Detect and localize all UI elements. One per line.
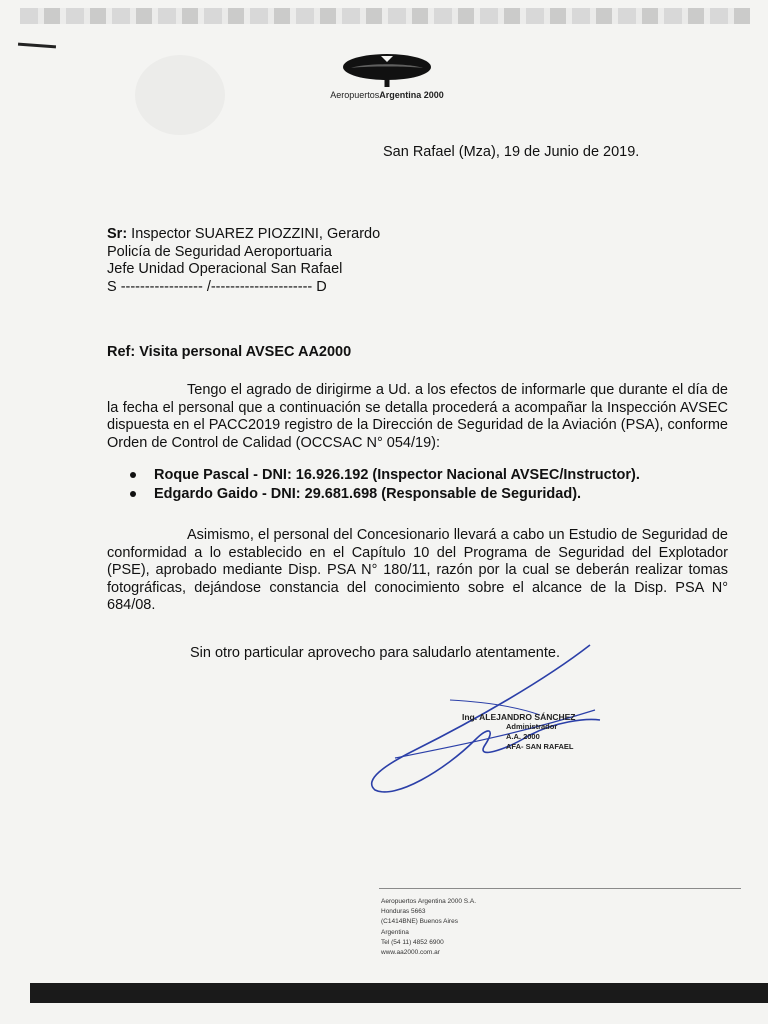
footer-city: (C1414BNE) Buenos Aires <box>381 918 458 926</box>
footer-street: Honduras 5663 <box>381 908 426 916</box>
faint-seal-watermark <box>135 55 225 135</box>
footer-phone: Tel (54 11) 4852 6900 <box>381 938 444 946</box>
footer-address <box>381 897 476 958</box>
recipient-line-4: S ----------------- /--------------------- D <box>107 278 327 295</box>
scan-bottom-bar <box>30 983 768 1003</box>
closing-line: Sin otro particular aprovecho para saludarlo atentamente. <box>190 645 560 661</box>
recipient-block <box>107 226 380 296</box>
signer-org: A.A. 2000 <box>506 732 540 741</box>
list-item: Edgardo Gaido - DNI: 29.681.698 (Responsable de Seguridad). <box>130 485 640 504</box>
signer-title: Administrador <box>506 722 558 731</box>
signer-unit: AFA- SAN RAFAEL <box>506 742 574 751</box>
footer-divider <box>379 888 741 889</box>
footer-web: www.aa2000.com.ar <box>381 949 440 957</box>
scan-top-strip <box>20 8 750 24</box>
recipient-line-2: Policía de Seguridad Aeroportuaria <box>107 243 332 260</box>
aa2000-logo-icon <box>341 52 433 88</box>
body-paragraph-2: Asimismo, el personal del Concesionario llevará a cabo un Estudio de Seguridad de conformidad a lo establecido en el Capítulo 10 del Programa de Seguridad del Explotador (PSE), aprobado mediante Disp. PSA N° 180/11, razón por la cual se deberán realizar tomas fotográficas, dejándose constancia del conocimiento sobre el alcance de la Disp. PSA N° 684/08. <box>107 527 728 613</box>
signer-name: Ing. ALEJANDRO SÁNCHEZ <box>462 712 576 722</box>
list-item: Roque Pascal - DNI: 16.926.192 (Inspector Nacional AVSEC/Instructor). <box>130 466 640 485</box>
logo-wordmark: AeropuertosArgentina 2000 <box>330 90 444 100</box>
letter-date: San Rafael (Mza), 19 de Junio de 2019. <box>383 144 640 160</box>
recipient-line-3: Jefe Unidad Operacional San Rafael <box>107 261 343 277</box>
body-paragraph-1: Tengo el agrado de dirigirme a Ud. a los efectos de informarle que durante el día de la fecha el personal que a continuación se detalla procederá a acompañar la Inspección AVSEC dispuesta en el PACC2019 registro de la Dirección de Seguridad de la Aviación (PSA), conforme Orden de Control de Calidad (OCCSAC N° 054/19): <box>107 382 728 451</box>
recipient-line-1: Sr: Inspector SUAREZ PIOZZINI, Gerardo <box>107 226 381 242</box>
signature-stamp <box>462 712 576 752</box>
company-logo <box>312 52 462 100</box>
footer-country: Argentina <box>381 928 409 936</box>
personnel-list <box>130 466 640 504</box>
pen-mark <box>18 43 56 49</box>
reference-line: Ref: Visita personal AVSEC AA2000 <box>107 344 352 360</box>
footer-company: Aeropuertos Argentina 2000 S.A. <box>381 898 477 905</box>
